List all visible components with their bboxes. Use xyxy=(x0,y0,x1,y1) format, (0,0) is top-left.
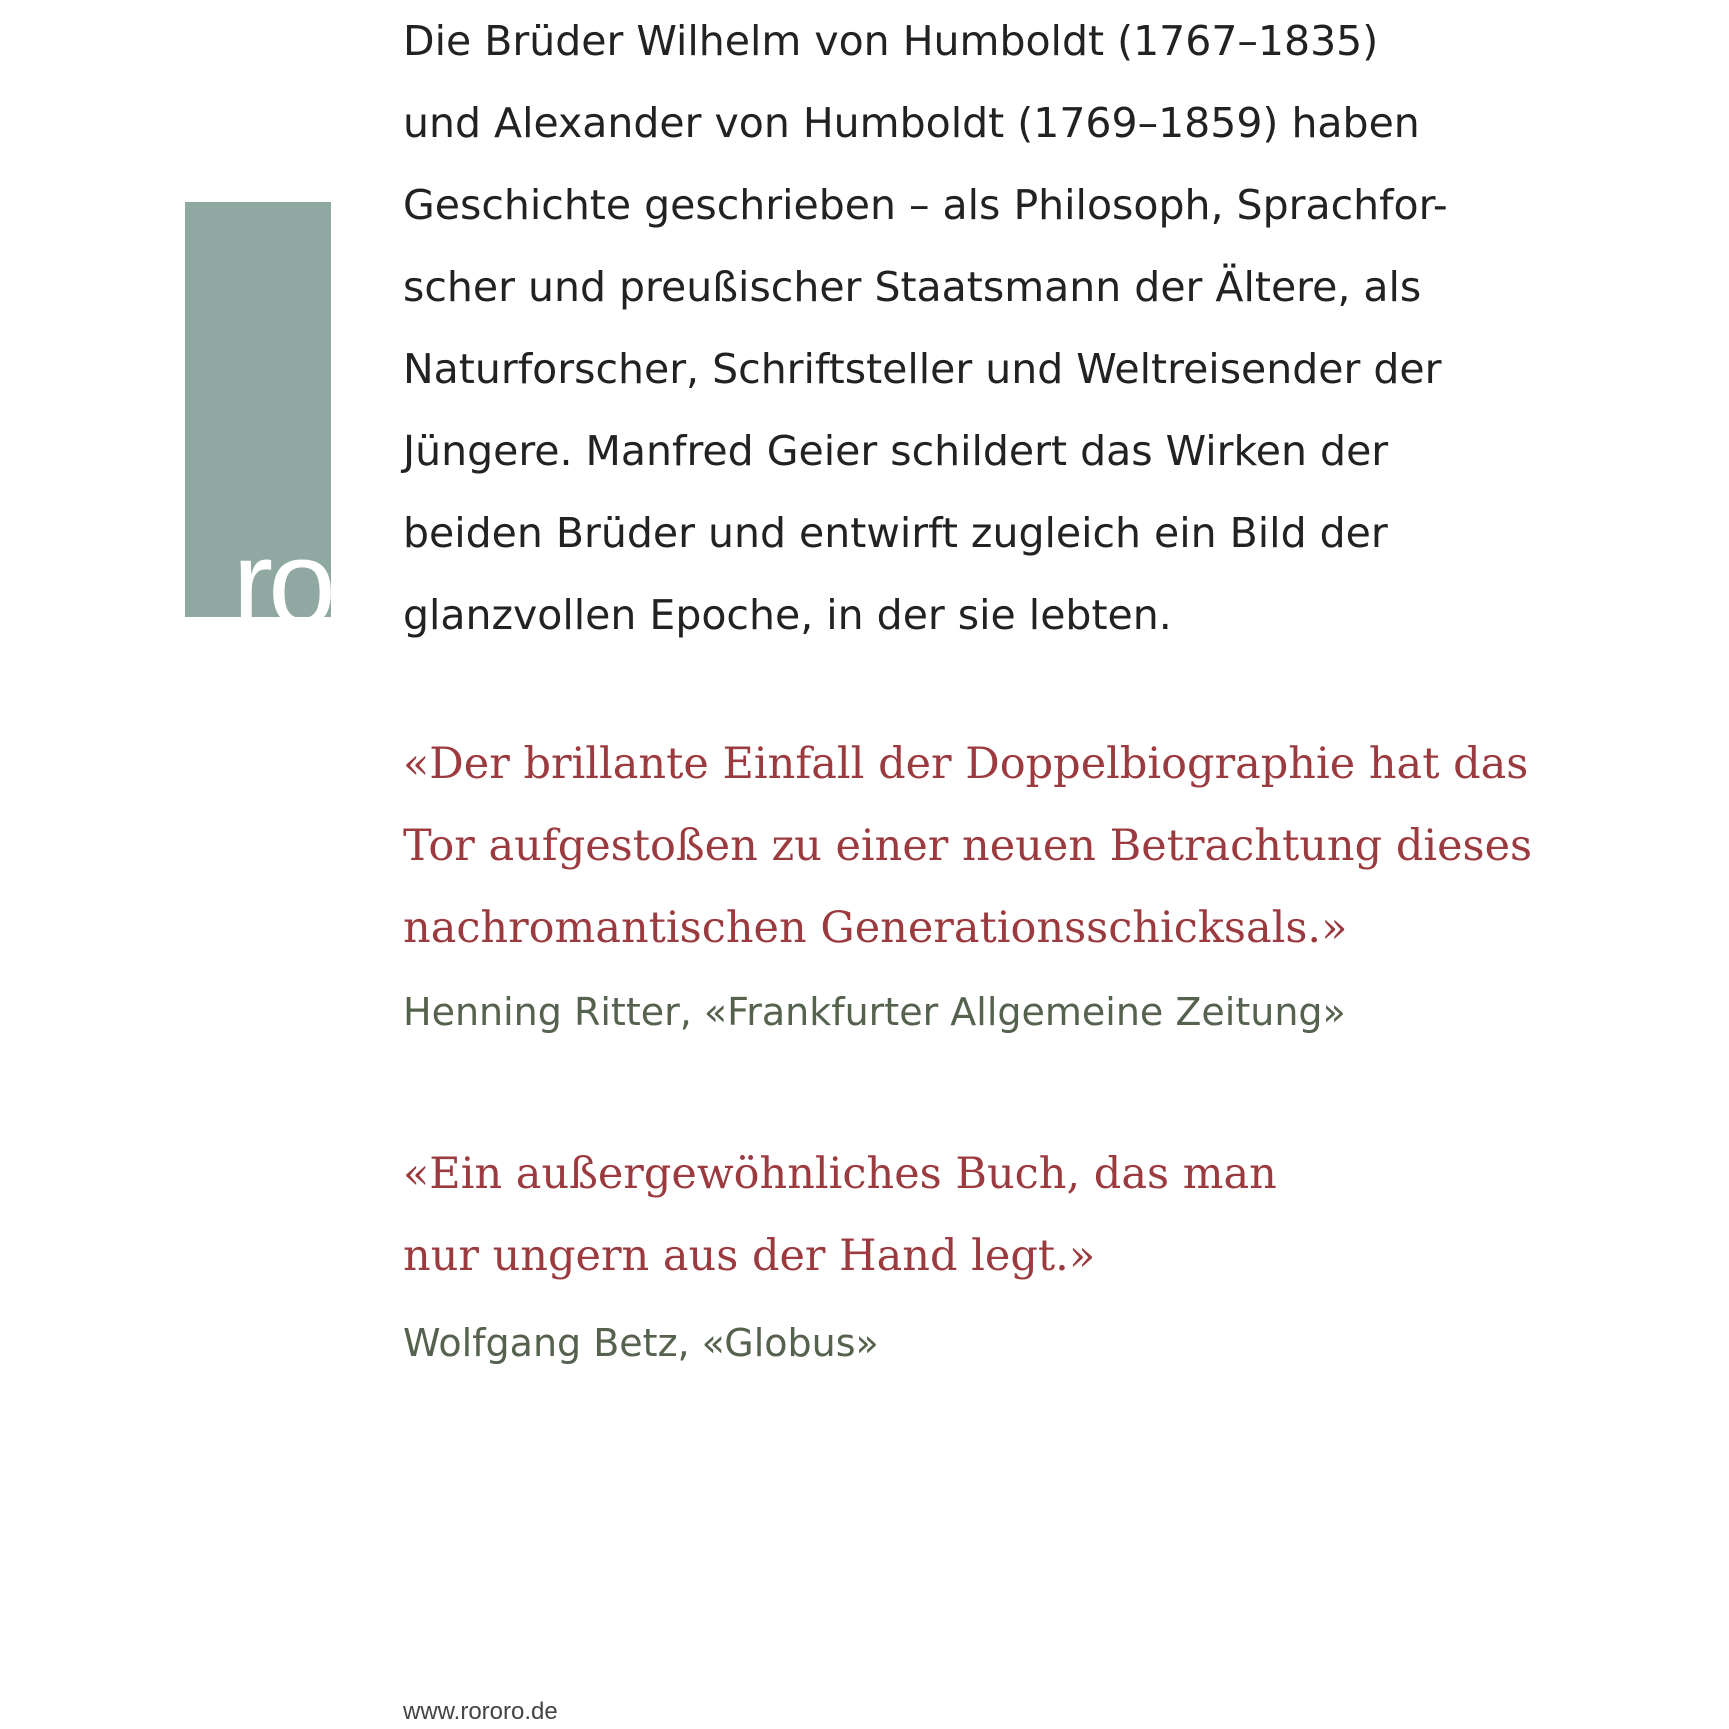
rororo-logo xyxy=(185,202,331,845)
description-line: und Alexander von Humboldt (1769–1859) haben xyxy=(403,99,1420,147)
logo-word: ro xyxy=(232,515,331,651)
logo-word: ro xyxy=(232,612,331,748)
description-line: Naturforscher, Schriftsteller und Weltreisender der xyxy=(403,345,1442,393)
quote-line: «Der brillante Einfall der Doppelbiographie hat das xyxy=(403,739,1529,789)
quote-line: «Ein außergewöhnliches Buch, das man xyxy=(403,1149,1277,1199)
description-line: Geschichte geschrieben – als Philosoph, Sprachfor- xyxy=(403,181,1448,229)
publisher-website: www.rororo.de xyxy=(403,1698,558,1725)
description-line: Die Brüder Wilhelm von Humboldt (1767–1835) xyxy=(403,17,1379,65)
description-line: Jüngere. Manfred Geier schildert das Wirken der xyxy=(403,427,1389,475)
review-source-1: Henning Ritter, «Frankfurter Allgemeine Zeitung» xyxy=(403,990,1346,1034)
logo-word: ro xyxy=(232,709,331,845)
quote-line: nur ungern aus der Hand legt.» xyxy=(403,1231,1096,1281)
quote-line: Tor aufgestoßen zu einer neuen Betrachtung dieses xyxy=(403,821,1533,871)
description-line: scher und preußischer Staatsmann der Ältere, als xyxy=(403,263,1422,311)
quote-line: nachromantischen Generationsschicksals.» xyxy=(403,903,1348,953)
book-description xyxy=(403,0,1603,656)
review-quote-1 xyxy=(403,723,1603,969)
review-source-2: Wolfgang Betz, «Globus» xyxy=(403,1321,879,1365)
review-quote-2 xyxy=(403,1133,1603,1297)
description-line: beiden Brüder und entwirft zugleich ein Bild der xyxy=(403,509,1388,557)
description-line: glanzvollen Epoche, in der sie lebten. xyxy=(403,591,1172,639)
